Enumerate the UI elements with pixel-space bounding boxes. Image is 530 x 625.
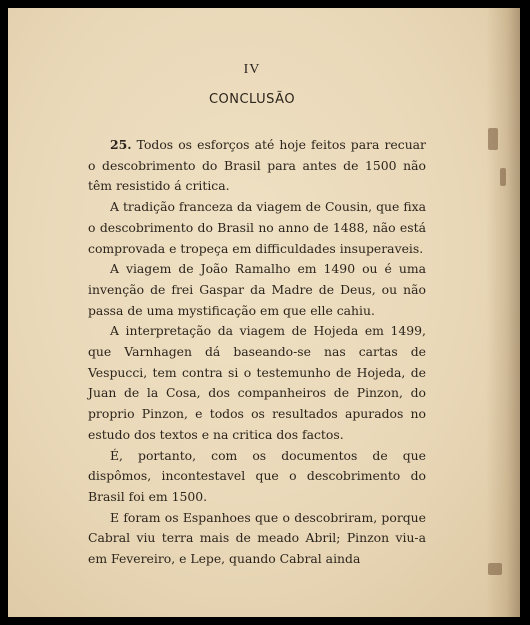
paragraph — [88, 321, 426, 445]
page-edge-shadow — [486, 8, 520, 617]
paragraph — [88, 446, 426, 508]
paper-tear-mark — [488, 128, 498, 150]
paragraph-number: 25. — [110, 137, 132, 152]
paragraph — [88, 135, 426, 197]
paragraph-text: A interpretação da viagem de Hojeda em 1499, que Varnhagen dá baseando-se nas cartas de Vespucci, tem contra si o testemunho de Hojeda, de Juan de la Cosa, dos companheiros de Pinzon, do proprio Pinzon, e todos os resultados apurados no estudo dos textos e na critica dos factos. — [88, 323, 426, 442]
paragraph — [88, 259, 426, 321]
paragraph — [88, 508, 426, 570]
chapter-number: IV — [243, 62, 261, 77]
paragraph-text: É, portanto, com os documentos de que dispômos, incontestavel que o descobrimento do Brasil foi em 1500. — [88, 447, 426, 504]
paragraph-text: A tradição franceza da viagem de Cousin, que fixa o descobrimento do Brasil no anno de 1488, não está comprovada e tropeça em difficuldades insuperaveis. — [88, 199, 426, 256]
paragraph-text: A viagem de João Ramalho em 1490 ou é uma invenção de frei Gaspar da Madre de Deus, ou não passa de uma mystificação em que elle cahiu. — [88, 261, 426, 318]
paper-tear-mark — [488, 563, 502, 575]
page-text — [88, 58, 426, 570]
book-page — [8, 8, 520, 617]
chapter-title: CONCLUSÃO — [208, 92, 296, 107]
paragraph-list — [88, 135, 426, 570]
paper-tear-mark — [500, 168, 506, 186]
paragraph — [88, 197, 426, 259]
paragraph-text: Todos os esforços até hoje feitos para recuar o descobrimento do Brasil para antes de 1500 não têm resistido á critica. — [88, 137, 426, 194]
paragraph-text: E foram os Espanhoes que o descobriram, porque Cabral viu terra mais de meado Abril; Pinzon viu-a em Fevereiro, e Lepe, quando Cabral ainda — [88, 509, 426, 567]
